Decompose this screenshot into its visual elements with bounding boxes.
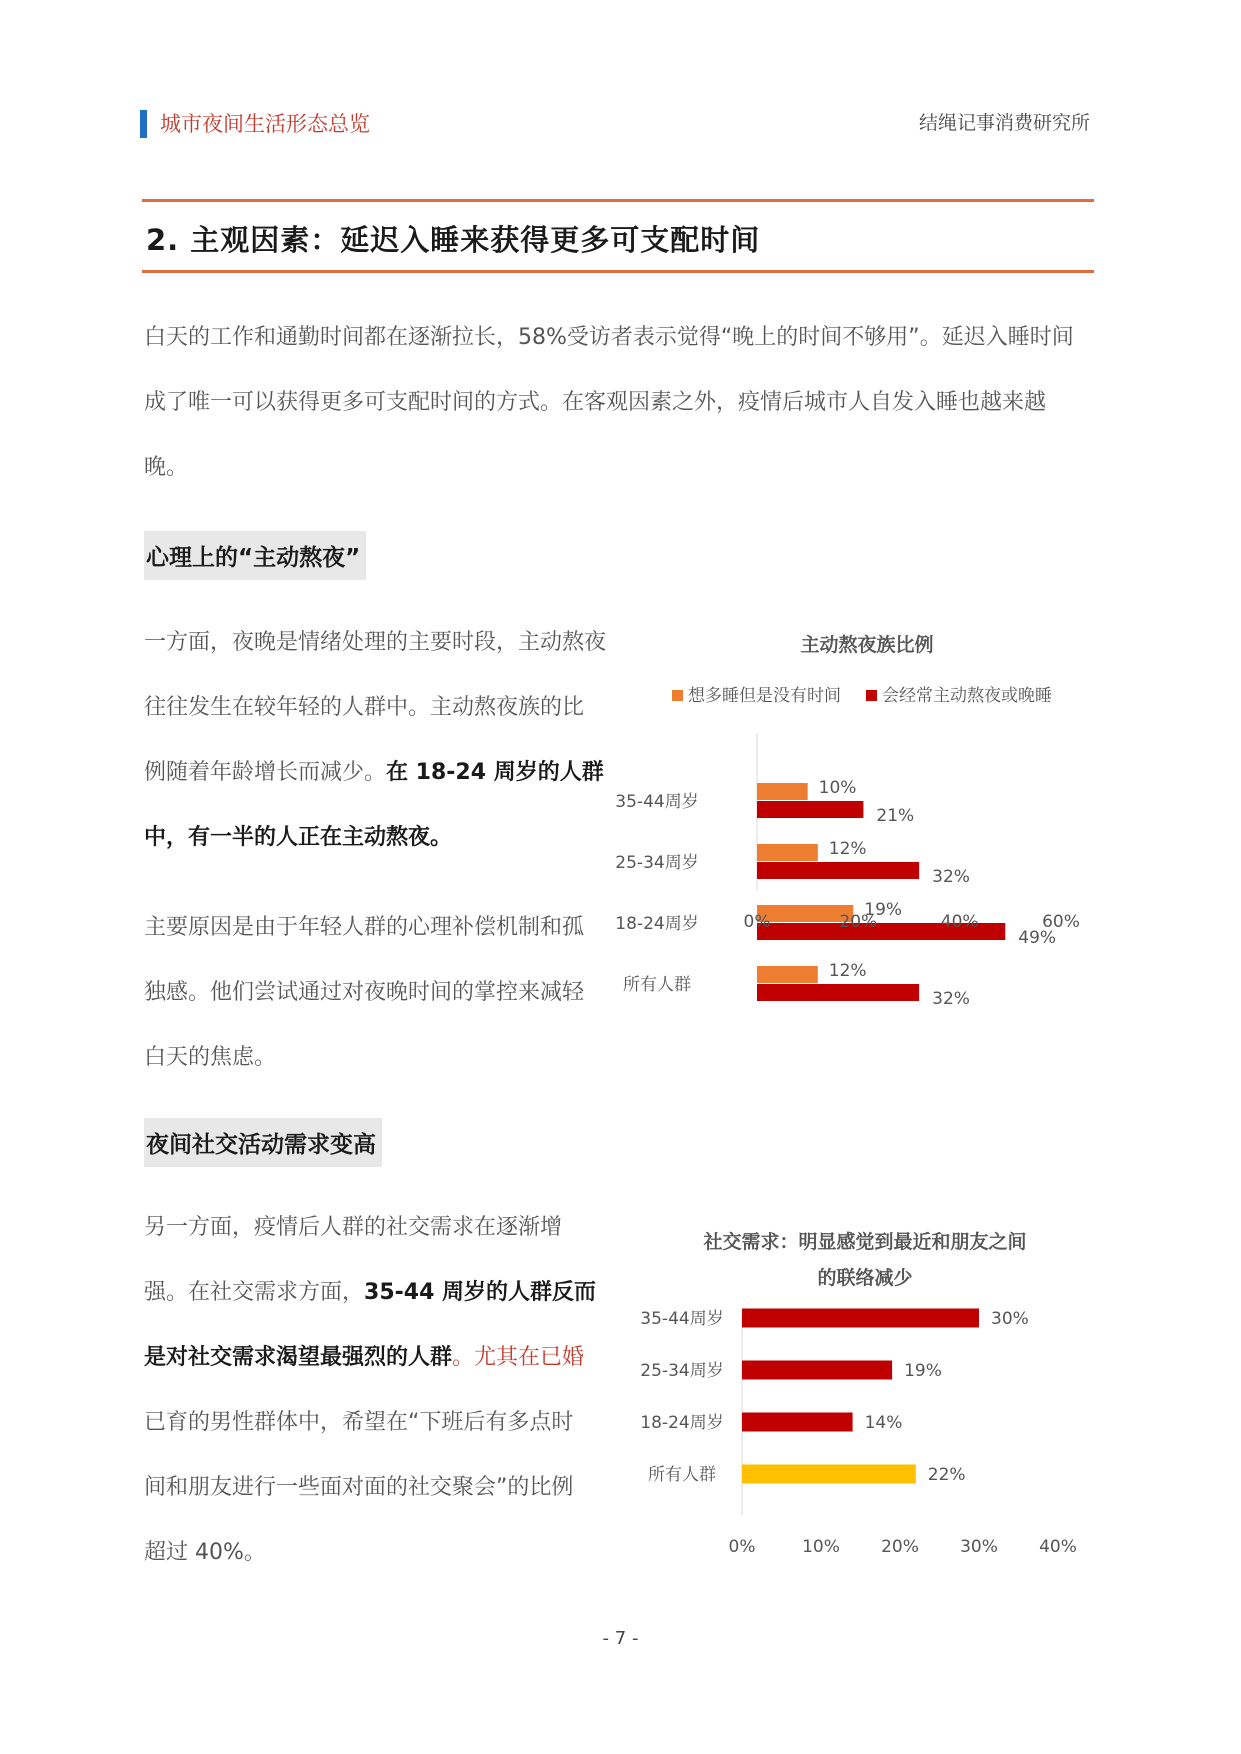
x-tick-label: 10% (802, 1537, 840, 1557)
legend-swatch-1 (672, 690, 683, 701)
text-line (144, 740, 606, 805)
section-rule-bottom (142, 270, 1094, 273)
text-line: 主要原因是由于年轻人群的心理补偿机制和孤 (144, 915, 585, 940)
text-line (144, 1325, 596, 1390)
text-line: 白天的焦虑。 (144, 1045, 277, 1070)
legend-label-2: 会经常主动熬夜或晚睡 (882, 686, 1052, 706)
data-label: 10% (818, 778, 857, 798)
text-line: 已育的男性群体中，希望在“下班后有多点时 (144, 1410, 574, 1435)
legend-swatch-2 (866, 690, 877, 701)
chart-title: 社交需求：明显感觉到最近和朋友之间 (703, 1231, 1027, 1253)
text-line: 另一方面，疫情后人群的社交需求在逐渐增 (144, 1215, 563, 1240)
paragraph-active-staying-up (144, 610, 606, 870)
x-tick-label: 30% (960, 1537, 998, 1557)
x-tick-label: 40% (940, 912, 979, 932)
bar (742, 1465, 916, 1484)
data-label: 21% (876, 806, 915, 826)
chart-social-demand (640, 1215, 1100, 1595)
y-tick-label: 35-44周岁 (640, 1309, 724, 1329)
chart-active-staying-up (615, 615, 1100, 1065)
y-tick-label: 18-24周岁 (640, 1413, 724, 1433)
paragraph-psychology (144, 895, 584, 1090)
text-line: 一方面，夜晚是情绪处理的主要时段，主动熬夜 (144, 630, 607, 655)
legend-label-1: 想多睡但是没有时间 (688, 686, 841, 706)
emphasis-text: 是对社交需求渴望最强烈的人群 (144, 1345, 453, 1370)
y-tick-label: 18-24周岁 (615, 914, 699, 934)
section-rule-top (142, 199, 1094, 202)
text-line: 间和朋友进行一些面对面的社交聚会”的比例 (144, 1475, 574, 1500)
bar (757, 984, 919, 1001)
data-label: 49% (1018, 928, 1057, 948)
text-line: 超过 40%。 (144, 1540, 266, 1565)
bar (757, 844, 818, 861)
bar (742, 1361, 892, 1380)
y-tick-label: 所有人群 (623, 975, 691, 995)
bar (757, 862, 919, 879)
bar (742, 1413, 853, 1432)
y-tick-label: 25-34周岁 (640, 1361, 724, 1381)
section-title: 2. 主观因素：延迟入睡来获得更多可支配时间 (146, 223, 761, 257)
y-tick-label: 所有人群 (648, 1465, 716, 1485)
intro-line-3: 晚。 (144, 455, 189, 480)
bar (742, 1309, 979, 1328)
intro-paragraph (144, 305, 1074, 500)
intro-line-1: 白天的工作和通勤时间都在逐渐拉长，58%受访者表示觉得“晚上的时间不够用”。延迟入睡时间 (144, 325, 1074, 350)
text-fragment: 例随着年龄增长而减少。 (144, 760, 387, 785)
data-label: 14% (864, 1413, 903, 1433)
text-fragment: 强。在社交需求方面， (144, 1280, 365, 1305)
data-label: 32% (932, 989, 970, 1009)
data-label: 30% (991, 1309, 1029, 1329)
intro-line-2: 成了唯一可以获得更多可支配时间的方式。在客观因素之外，疫情后城市人自发入睡也越来越 (144, 390, 1047, 415)
text-line (144, 1260, 596, 1325)
data-label: 19% (864, 900, 903, 920)
x-tick-label: 40% (1039, 1537, 1077, 1557)
data-label: 22% (927, 1465, 966, 1485)
data-label: 19% (904, 1361, 942, 1381)
data-label: 32% (932, 867, 970, 887)
x-tick-label: 0% (743, 912, 771, 932)
text-line: 独感。他们尝试通过对夜晚时间的掌控来减轻 (144, 980, 585, 1005)
x-tick-label: 20% (881, 1537, 919, 1557)
bar (757, 966, 818, 983)
data-label: 12% (828, 839, 867, 859)
header-title: 城市夜间生活形态总览 (160, 112, 370, 136)
chart-title-line-2: 的联络减少 (817, 1267, 913, 1289)
chart-title: 主动熬夜族比例 (800, 634, 934, 656)
paragraph-social-demand (144, 1195, 596, 1585)
x-tick-label: 60% (1042, 912, 1080, 932)
data-label: 12% (828, 961, 867, 981)
y-tick-label: 25-34周岁 (615, 853, 699, 873)
header-accent-bar (140, 110, 147, 138)
bar (757, 783, 808, 800)
subheading-active-staying-up: 心理上的“主动熬夜” (144, 531, 366, 580)
text-line: 往往发生在较年轻的人群中。主动熬夜族的比 (144, 695, 585, 720)
y-tick-label: 35-44周岁 (615, 792, 699, 812)
emphasis-text: 35-44 周岁的人群反而 (364, 1280, 597, 1305)
x-tick-label: 20% (839, 912, 878, 932)
header-org: 结绳记事消费研究所 (918, 112, 1090, 134)
emphasis-text: 中，有一半的人正在主动熬夜。 (144, 825, 453, 850)
highlight-text: 。尤其在已婚 (452, 1345, 585, 1370)
subheading-social-demand: 夜间社交活动需求变高 (144, 1118, 382, 1167)
text-line (144, 805, 606, 870)
bar (757, 801, 863, 818)
page-number: - 7 - (602, 1628, 639, 1649)
emphasis-text: 在 18-24 周岁的人群 (386, 760, 604, 785)
x-tick-label: 0% (728, 1537, 756, 1557)
